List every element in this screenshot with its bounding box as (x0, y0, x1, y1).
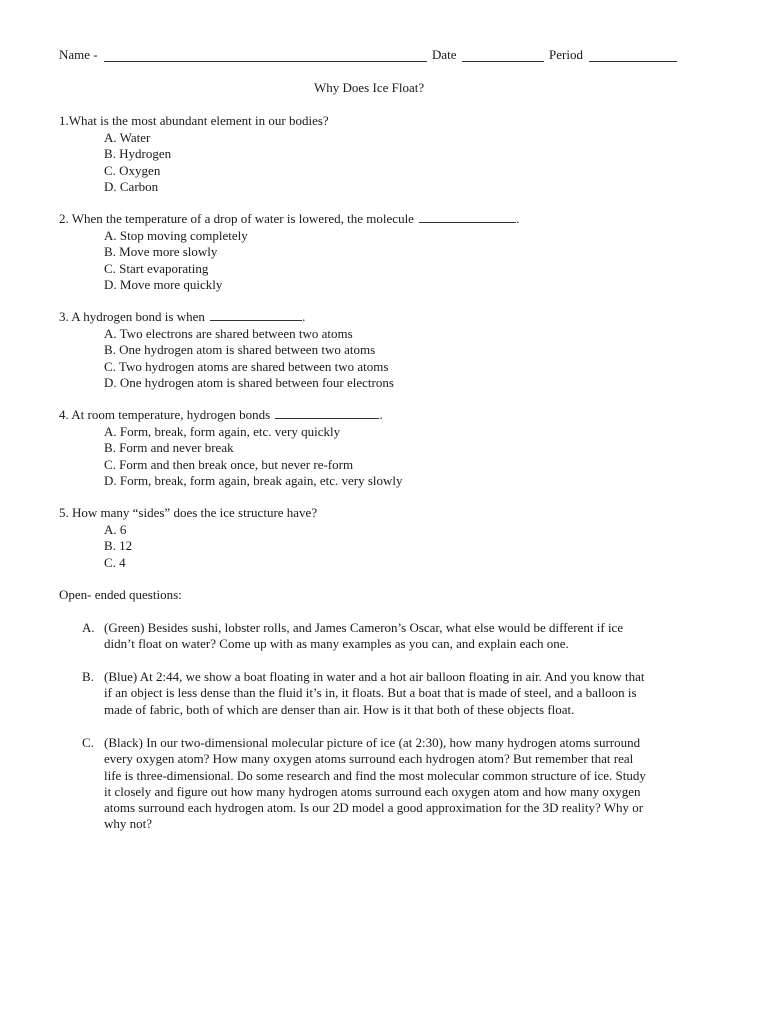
question-text: 4. At room temperature, hydrogen bonds (59, 407, 271, 422)
option-b[interactable]: B. Hydrogen (104, 146, 172, 162)
text-line: (Black) In our two-dimensional molecular picture of ice (at 2:30), how many hydrogen atoms surround (104, 735, 641, 750)
question-3 (59, 309, 699, 392)
question-stem (59, 113, 699, 130)
option-b[interactable]: B. 12 (104, 538, 133, 554)
option-c[interactable]: C. Form and then break once, but never re-form (104, 456, 354, 472)
text-line: atoms surround each hydrogen atom. Is our 2D model a good approximation for the 3D reality? Why or (104, 800, 644, 816)
option-a[interactable]: A. 6 (104, 522, 127, 537)
open-question-text (104, 735, 694, 833)
answer-blank[interactable] (419, 211, 516, 223)
open-question-text (104, 620, 694, 653)
text-line: why not? (104, 816, 153, 832)
open-question-letter: C. (82, 735, 94, 750)
question-end: . (379, 407, 383, 422)
question-1 (59, 113, 699, 196)
period-field[interactable] (589, 50, 677, 62)
open-question-text (104, 669, 694, 718)
question-end: . (302, 309, 306, 324)
question-5 (59, 505, 699, 571)
question-stem (59, 505, 699, 522)
name-field[interactable] (104, 50, 427, 62)
option-c[interactable]: C. 4 (104, 554, 126, 570)
question-stem (59, 309, 699, 326)
option-c[interactable]: C. Start evaporating (104, 260, 209, 276)
option-b[interactable]: B. Form and never break (104, 440, 234, 456)
text-line: didn’t float on water? Come up with as many examples as you can, and explain each one. (104, 636, 569, 652)
text-line: (Green) Besides sushi, lobster rolls, and James Cameron’s Oscar, what else would be different if ice (104, 620, 624, 635)
question-4 (59, 407, 699, 490)
answer-blank[interactable] (210, 309, 302, 321)
option-d[interactable]: D. Form, break, form again, break again, etc. very slowly (104, 473, 403, 489)
answer-blank[interactable] (275, 407, 379, 419)
question-stem (59, 211, 699, 228)
open-ended-heading: Open- ended questions: (59, 587, 182, 602)
option-d[interactable]: D. Carbon (104, 179, 159, 195)
question-text: 5. How many “sides” does the ice structure have? (59, 505, 318, 520)
question-stem (59, 407, 699, 424)
name-label: Name - (59, 47, 98, 62)
text-line: (Blue) At 2:44, we show a boat floating in water and a hot air balloon floating in air. And you know that (104, 669, 645, 684)
open-question-letter: A. (82, 620, 95, 635)
date-field[interactable] (462, 50, 544, 62)
option-a[interactable]: A. Two electrons are shared between two atoms (104, 326, 353, 341)
option-b[interactable]: B. One hydrogen atom is shared between two atoms (104, 342, 376, 358)
option-a[interactable]: A. Form, break, form again, etc. very quickly (104, 424, 341, 439)
option-c[interactable]: C. Oxygen (104, 162, 161, 178)
text-line: made of fabric, both of which are denser than air. How is it that both of these objects float. (104, 701, 575, 717)
option-c[interactable]: C. Two hydrogen atoms are shared between two atoms (104, 358, 389, 374)
text-line: if an object is less dense than the fluid it’s in, it floats. But a boat that is made of steel, and a balloon is (104, 685, 637, 701)
question-text: 1.What is the most abundant element in our bodies? (59, 113, 329, 128)
option-d[interactable]: D. Move more quickly (104, 277, 223, 293)
page-title: Why Does Ice Float? (314, 80, 425, 95)
question-end: . (516, 211, 520, 226)
date-label: Date (432, 47, 457, 62)
option-a[interactable]: A. Stop moving completely (104, 228, 248, 243)
question-text: 3. A hydrogen bond is when (59, 309, 205, 324)
text-line: life is three-dimensional. Do some research and find the most molecular common structure of ice. Study (104, 767, 646, 783)
option-b[interactable]: B. Move more slowly (104, 244, 218, 260)
text-line: it closely and figure out how many hydrogen atoms surround each oxygen atom and how many oxygen (104, 783, 641, 799)
question-text: 2. When the temperature of a drop of water is lowered, the molecule (59, 211, 414, 226)
option-d[interactable]: D. One hydrogen atom is shared between four electrons (104, 375, 394, 391)
question-2 (59, 211, 699, 294)
option-a[interactable]: A. Water (104, 130, 151, 145)
text-line: every oxygen atom? How many oxygen atoms surround each hydrogen atom? But remember that real (104, 751, 634, 767)
period-label: Period (549, 47, 583, 62)
open-question-letter: B. (82, 669, 94, 684)
